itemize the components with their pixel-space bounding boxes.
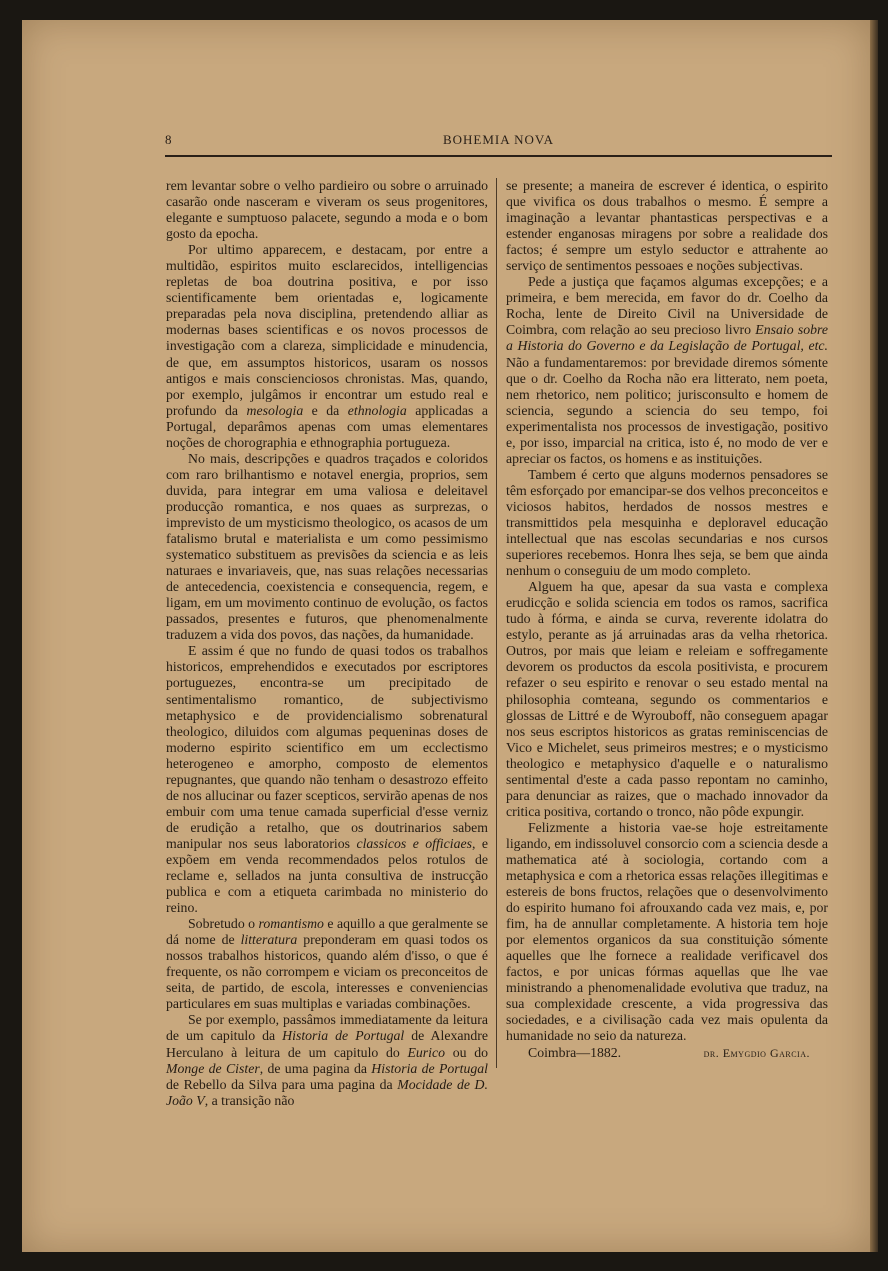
emphasis: Historia de Portugal <box>282 1028 405 1044</box>
paragraph: rem levantar sobre o velho pardieiro ou sobre o arruinado casarão onde nasceram e viveram os seus progenitores, elegante e sumptuoso palacete, segundo a moda e o bom gosto da epocha. <box>166 178 488 242</box>
author-name: dr. Emygdio Garcia. <box>703 1045 810 1060</box>
paragraph: Tambem é certo que alguns modernos pensadores se têm esforçado por emancipar-se dos velhos preconceitos e viciosos habitos, herdados de nossos mestres e transmittidos pela mesquinha e deploravel educação intellectual que nas escolas secundarias e nos cursos superiores recebemos. Honra lhes seja, se bem que ainda nenhum o conseguiu de um modo completo. <box>506 466 828 579</box>
paragraph: No mais, descripções e quadros traçados e coloridos com raro brilhantismo e notavel energia, proprios, sem duvida, para integrar em uma valiosa e deleitavel producção romantica, e nos quaes as surprezas, o imprevisto de um mysticismo theologico, os acasos de um fatalismo brutal e materialista e um como pessimismo systematico substituem as previsões da sciencia e as leis naturaes e invariaveis, que, nas suas relações necessarias de antecedencia, coexistencia e consequencia, regem, e ligam, em um movimento continuo de evolução, os factos passados, presentes e futuros, que phenomenalmente traduzem a vida dos povos, das nações, da humanidade. <box>166 450 488 643</box>
paragraph: Se por exemplo, passâmos immediatamente da leitura de um capitulo da Historia de Portugal de Alexandre Herculano à leitura de um capitulo do Eurico ou do Monge de Cister, de uma pagina da Historia de Portugal de Rebello da Silva para uma pagina da Mocidade de D. João V, a transição não <box>166 1012 489 1108</box>
header-rule <box>165 155 832 157</box>
emphasis: Eurico <box>407 1044 446 1060</box>
paragraph: Por ultimo apparecem, e destacam, por entre a multidão, espiritos muito esclarecidos, intelligencias repletas de boa doutrina positiva, e por isso scientificamente bem orientadas e, logicamente preparadas pela nova disciplina, pretendendo alliar as modernas bases scientificas e os novos processos de investigação com a clareza, simplicidade e minudencia, de que, em assumptos historicos, usaram os nossos antigos e mais conscienciosos chronistas. Mas, quando, por exemplo, julgâmos ir encontrar um estudo real e profundo da mesologia e da ethnologia applicadas a Portugal, deparâmos apenas com umas elementares noções de chorographia e ethnographia portugueza. <box>166 242 488 450</box>
emphasis: ethnologia <box>347 402 407 418</box>
page-edge <box>870 20 878 1252</box>
signature-line <box>506 1045 828 1061</box>
page-header <box>165 132 832 152</box>
page-number: 8 <box>165 132 173 147</box>
emphasis: litteratura <box>240 932 298 948</box>
emphasis: classicos e officiaes <box>356 835 472 851</box>
paragraph: Pede a justiça que façamos algumas excepções; e a primeira, e bem merecida, em favor do dr. Coelho da Rocha, lente de Direito Civil na Universidade de Coimbra, com relação ao seu precioso livro Ensaio sobre a Historia do Governo e da Legislação de Portugal, etc. Não a fundamentaremos: por brevidade diremos sómente que o dr. Coelho da Rocha não era litterato, nem poeta, nem rhetorico, nem politico; jurisconsulto e homem de sciencia, segundo a sciencia do seu tempo, foi experimentalista nos processos de investigação, positivo e, por isso, imparcial na critica, isto é, no modo de ver e apreciar os factos, os homens e as instituições. <box>506 274 829 466</box>
place-date: Coimbra—1882. <box>528 1044 622 1060</box>
left-column <box>166 178 488 1109</box>
emphasis: Mocidade de D. João V <box>166 1076 488 1108</box>
right-column <box>506 178 828 1061</box>
emphasis: Ensaio sobre a Historia do Governo e da Legislação de Portugal, etc. <box>506 322 829 354</box>
running-title: BOHEMIA NOVA <box>442 132 555 147</box>
column-divider <box>496 178 497 1068</box>
paragraph: Felizmente a historia vae-se hoje estreitamente ligando, em indissoluvel consorcio com a sciencia desde a mathematica até à sociologia, cortando com a metaphysica e com a rhetorica essas relações illegitimas e estereis de bons fructos, relações que o desenvolvimento do espirito humano foi afrouxando cada vez mais, e, por fim, ha de annullar completamente. A historia tem hoje por elementos organicos da sua constituição sómente aquelles que lhe fornece a realidade verificavel dos factos, e por unicas fórmas aquellas que lhe vae ministrando a phenomenalidade evolutiva que traduz, na sua complexidade crescente, a vida progressiva das sociedades, e a civilisação cada vez mais opulenta da humanidade no seio da natureza. <box>506 819 828 1044</box>
paragraph: se presente; a maneira de escrever é identica, o espirito que vivifica os dous trabalhos o mesmo. É sempre a imaginação a levantar phantasticas perspectivas e a estender enganosas miragens por sobre a realidade dos factos; é sempre um estylo seductor e attrahente ao serviço de sentimentos pessoaes e noções subjectivas. <box>506 178 828 274</box>
emphasis: mesologia <box>246 402 304 418</box>
paragraph: Alguem ha que, apesar da sua vasta e complexa erudicção e solida sciencia em todos os ramos, sacrifica tudo à fórma, e ainda se curva, reverente idolatra do estylo, perante as já arruinadas aras da velha rhetorica. Outros, por mais que leiam e releiam e soffregamente devorem os productos da escola positivista, e procurem refazer o seu espirito e renovar o seu estado mental na philosophia comteana, segundo os commentarios e glossas de Littré e de Wyrouboff, não conseguem apagar nos seus escriptos historicos as gratas reminiscencias de Vico e Michelet, seus primeiros mestres; e o mysticismo theologico e metaphysico d'aquelle e o naturalismo sentimental d'este a cada passo repontam no caminho, para denunciar as raizes, que o machado innovador da critica positiva, cortando o tronco, não pôde expungir. <box>506 579 828 819</box>
emphasis: Historia de Portugal <box>371 1060 488 1076</box>
paragraph: Sobretudo o romantismo e aquillo a que geralmente se dá nome de litteratura preponderam em quasi todos os nossos trabalhos historicos, quando além d'isso, o que é frequente, os não corrompem e viciam os preconceitos de seita, de partido, de escola, interesses e conveniencias particulares em suas multiplas e variadas combinações. <box>166 916 488 1012</box>
emphasis: Monge de Cister <box>166 1060 260 1076</box>
paragraph: E assim é que no fundo de quasi todos os trabalhos historicos, emprehendidos e executados por escriptores portuguezes, encontra-se um precipitado de sentimentalismo romantico, de subjectivismo metaphysico e de providencialismo sobrenatural theologico, diluidos com algumas pequeninas doses de moderno espirito scientifico em um ecclectismo heterogeneo e amorpho, composto de elementos repugnantes, que quando não tenham o desastrozo effeito de nos allucinar ou fazer scepticos, servirão apenas de nos embuir com uma tenue camada superficial d'esse verniz de erudição a retalho, que os doutrinarios sabem manipular nos seus laboratorios classicos e officiaes, e expõem em venda recommendados pelos rotulos de reclame e, sellados na junta consultiva de instrucção publica e com a etiqueta carimbada no ministerio do reino. <box>166 643 488 916</box>
emphasis: romantismo <box>258 916 324 932</box>
